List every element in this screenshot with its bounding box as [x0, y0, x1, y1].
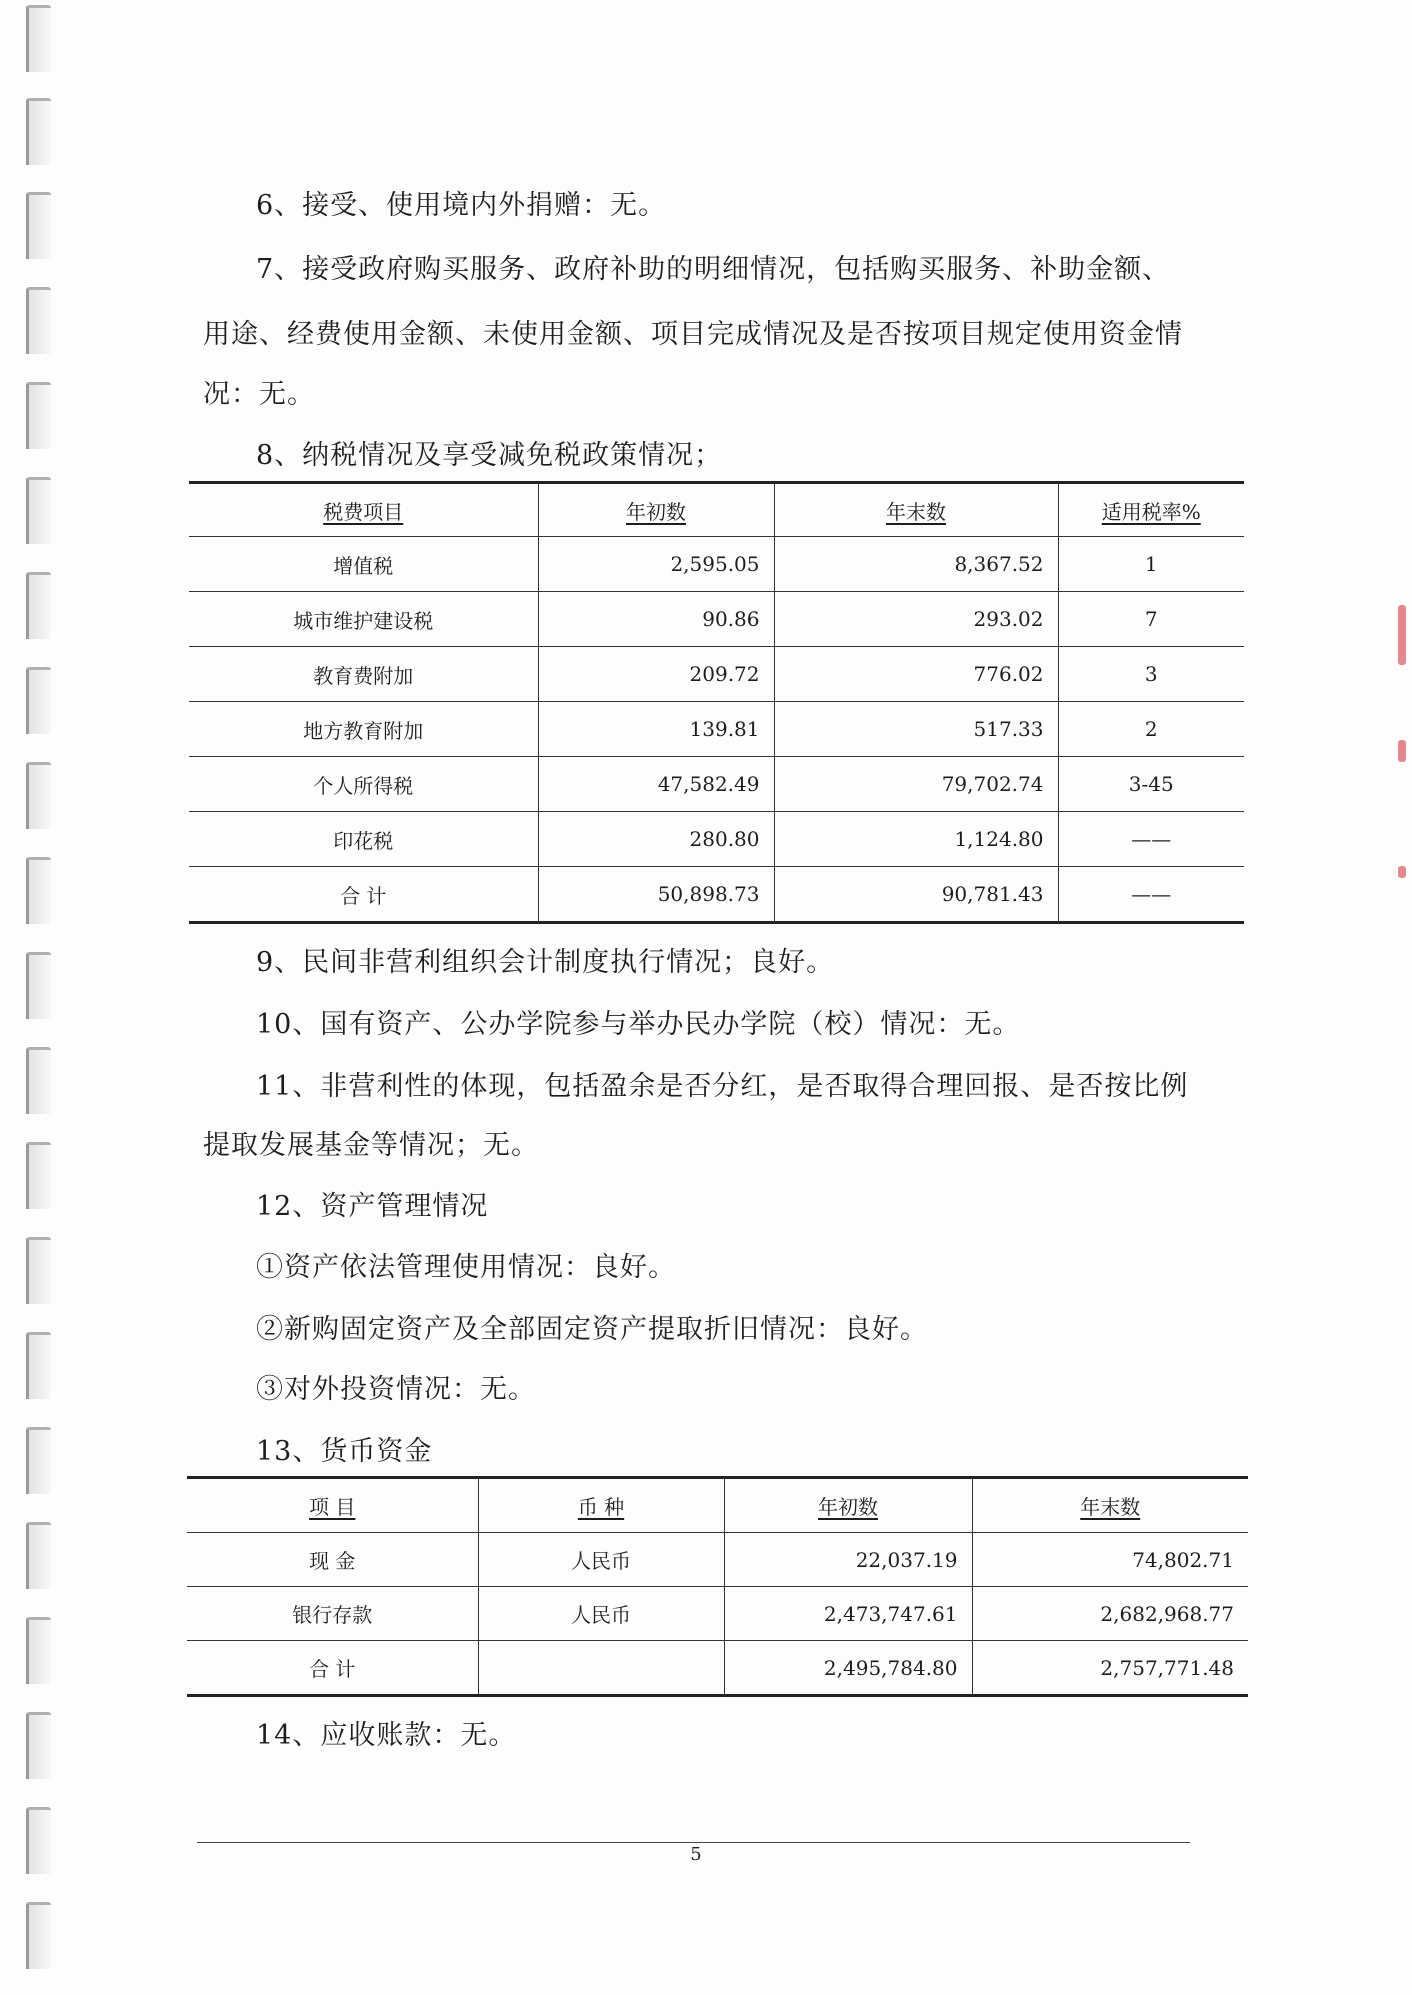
ending-amount-cell: 79,702.74	[774, 757, 1058, 812]
binding-hole	[26, 1332, 51, 1399]
binding-hole	[26, 477, 51, 544]
ending-amount-cell: 90,781.43	[774, 867, 1058, 923]
tax-rate-cell: 2	[1058, 702, 1244, 757]
binding-hole	[26, 5, 51, 72]
seal-stamp-edge	[1398, 740, 1406, 762]
table-row	[189, 537, 1244, 592]
beginning-amount-cell: 47,582.49	[538, 757, 774, 812]
table-row	[189, 757, 1244, 812]
paragraph-14: 14、应收账款：无。	[256, 1720, 517, 1751]
beginning-amount-cell: 2,473,747.61	[724, 1587, 972, 1641]
paragraph-12: 12、资产管理情况	[256, 1191, 489, 1222]
tax-rate-cell: 3-45	[1058, 757, 1244, 812]
binding-hole	[26, 952, 51, 1019]
ending-amount-cell: 2,757,771.48	[972, 1641, 1248, 1696]
item-cell: 现 金	[187, 1533, 478, 1587]
tax-rate-cell: ——	[1058, 867, 1244, 923]
beginning-amount-cell: 22,037.19	[724, 1533, 972, 1587]
header-tax-item: 税费项目	[323, 499, 404, 524]
ending-amount-cell: 776.02	[774, 647, 1058, 702]
binding-hole	[26, 98, 51, 165]
ending-amount-cell: 2,682,968.77	[972, 1587, 1248, 1641]
paragraph-12-item-2: ②新购固定资产及全部固定资产提取折旧情况：良好。	[256, 1314, 928, 1345]
binding-hole	[26, 667, 51, 734]
table-row	[189, 702, 1244, 757]
tax-table-header	[189, 483, 1244, 537]
paragraph-7-line-2: 用途、经费使用金额、未使用金额、项目完成情况及是否按项目规定使用资金情	[203, 319, 1183, 350]
tax-item-cell: 增值税	[189, 537, 538, 592]
table-total-row	[187, 1641, 1248, 1696]
header-beginning: 年初数	[818, 1495, 878, 1519]
table-row	[189, 647, 1244, 702]
tax-item-cell: 印花税	[189, 812, 538, 867]
binding-hole	[26, 1047, 51, 1114]
beginning-amount-cell: 209.72	[538, 647, 774, 702]
item-cell: 银行存款	[187, 1587, 478, 1641]
header-tax-rate: 适用税率%	[1101, 499, 1201, 524]
tax-item-cell: 教育费附加	[189, 647, 538, 702]
tax-rate-cell: 3	[1058, 647, 1244, 702]
binding-hole	[26, 1522, 51, 1589]
binding-hole	[26, 1902, 51, 1969]
binding-hole	[26, 1237, 51, 1304]
binding-hole	[26, 1427, 51, 1494]
binding-hole	[26, 762, 51, 829]
binding-hole	[26, 857, 51, 924]
currency-cell: 人民币	[478, 1533, 724, 1587]
tax-item-cell: 地方教育附加	[189, 702, 538, 757]
tax-table	[189, 481, 1244, 924]
paragraph-10: 10、国有资产、公办学院参与举办民办学院（校）情况：无。	[256, 1009, 1021, 1040]
beginning-amount-cell: 50,898.73	[538, 867, 774, 923]
table-total-row	[189, 867, 1244, 923]
ending-amount-cell: 74,802.71	[972, 1533, 1248, 1587]
tax-rate-cell: 1	[1058, 537, 1244, 592]
currency-cell	[478, 1641, 724, 1696]
beginning-amount-cell: 2,495,784.80	[724, 1641, 972, 1696]
paragraph-11-line-2: 提取发展基金等情况；无。	[203, 1130, 539, 1161]
tax-rate-cell: 7	[1058, 592, 1244, 647]
paragraph-6: 6、接受、使用境内外捐赠：无。	[256, 190, 667, 221]
tax-rate-cell: ——	[1058, 812, 1244, 867]
header-currency: 币 种	[577, 1495, 625, 1519]
paragraph-8: 8、纳税情况及享受减免税政策情况；	[256, 440, 723, 471]
paragraph-12-item-3: ③对外投资情况：无。	[256, 1374, 536, 1405]
tax-item-cell: 城市维护建设税	[189, 592, 538, 647]
table-row	[189, 592, 1244, 647]
paragraph-11-line-1: 11、非营利性的体现，包括盈余是否分红，是否取得合理回报、是否按比例	[256, 1071, 1189, 1102]
paragraph-7-line-1: 7、接受政府购买服务、政府补助的明细情况，包括购买服务、补助金额、	[256, 254, 1171, 285]
footer-divider	[197, 1842, 1190, 1843]
table-row	[189, 812, 1244, 867]
ending-amount-cell: 1,124.80	[774, 812, 1058, 867]
cash-table-header	[187, 1478, 1248, 1533]
ending-amount-cell: 293.02	[774, 592, 1058, 647]
cash-table	[187, 1476, 1248, 1697]
beginning-amount-cell: 2,595.05	[538, 537, 774, 592]
paragraph-13: 13、货币资金	[256, 1436, 433, 1467]
paragraph-12-item-1: ①资产依法管理使用情况：良好。	[256, 1252, 676, 1283]
tax-item-cell: 合 计	[189, 867, 538, 923]
item-cell: 合 计	[187, 1641, 478, 1696]
tax-item-cell: 个人所得税	[189, 757, 538, 812]
header-ending: 年末数	[886, 499, 946, 524]
page-number: 5	[690, 1844, 702, 1865]
binding-hole	[26, 1617, 51, 1684]
binding-hole	[26, 382, 51, 449]
header-beginning: 年初数	[626, 499, 686, 524]
header-ending: 年末数	[1080, 1495, 1141, 1519]
binding-holes	[26, 0, 56, 1995]
table-row	[187, 1587, 1248, 1641]
binding-hole	[26, 1712, 51, 1779]
binding-hole	[26, 1142, 51, 1209]
beginning-amount-cell: 90.86	[538, 592, 774, 647]
ending-amount-cell: 517.33	[774, 702, 1058, 757]
header-item: 项 目	[309, 1495, 356, 1519]
seal-stamp-edge	[1398, 866, 1406, 878]
paragraph-7-line-3: 况：无。	[203, 379, 315, 410]
currency-cell: 人民币	[478, 1587, 724, 1641]
paragraph-9: 9、民间非营利组织会计制度执行情况；良好。	[256, 947, 835, 978]
ending-amount-cell: 8,367.52	[774, 537, 1058, 592]
seal-stamp-edge	[1398, 605, 1406, 665]
binding-hole	[26, 287, 51, 354]
beginning-amount-cell: 139.81	[538, 702, 774, 757]
beginning-amount-cell: 280.80	[538, 812, 774, 867]
binding-hole	[26, 192, 51, 259]
table-row	[187, 1533, 1248, 1587]
binding-hole	[26, 572, 51, 639]
